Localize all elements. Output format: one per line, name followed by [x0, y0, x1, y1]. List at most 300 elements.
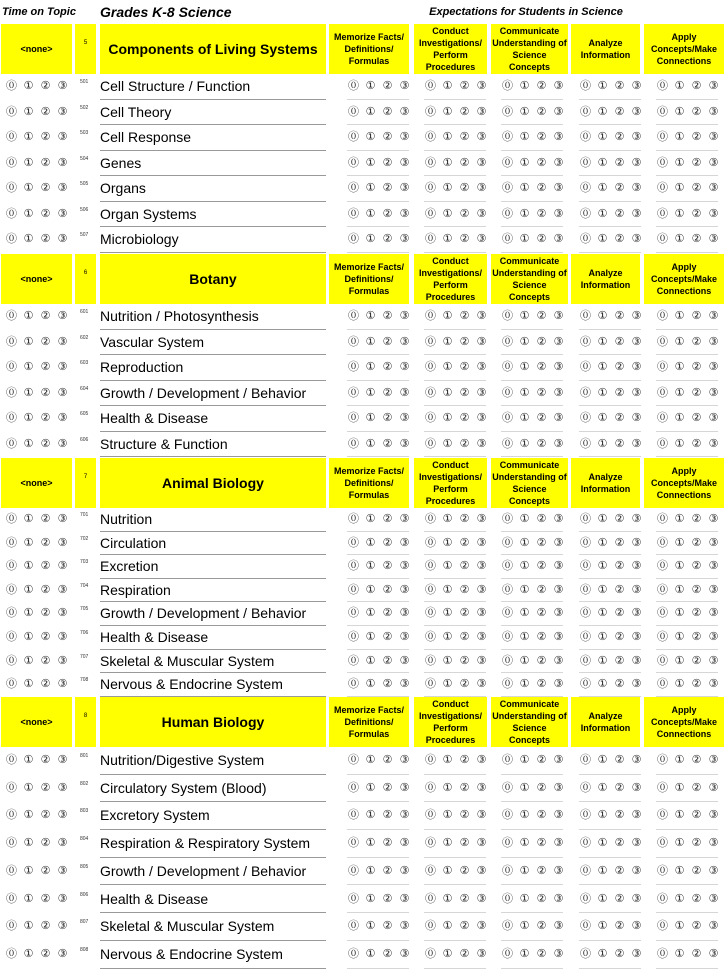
expectation-1-bubble-1[interactable]: ① — [365, 583, 376, 596]
expectation-4-bubble-2[interactable]: ② — [614, 781, 625, 794]
time-on-topic-bubble-1[interactable]: ① — [23, 105, 34, 118]
expectation-4-bubble-3[interactable]: ③ — [631, 781, 642, 794]
expectation-1-bubble-1[interactable]: ① — [365, 80, 376, 92]
expectation-2-bubble-0[interactable]: ⓪ — [425, 182, 436, 194]
expectation-5-bubble-2[interactable]: ② — [691, 607, 702, 620]
expectation-2-bubble-1[interactable]: ① — [442, 809, 453, 822]
expectation-4-bubble-1[interactable]: ① — [597, 437, 608, 450]
expectation-4-bubble-0[interactable]: ⓪ — [580, 310, 591, 322]
expectation-4-bubble-2[interactable]: ② — [614, 105, 625, 118]
expectation-5-bubble-1[interactable]: ① — [674, 335, 685, 348]
time-on-topic-bubble-3[interactable]: ③ — [57, 412, 68, 424]
expectation-1-bubble-3[interactable]: ③ — [399, 754, 410, 766]
time-on-topic-bubble-0[interactable]: ⓪ — [6, 131, 17, 143]
expectation-1-bubble-3[interactable]: ③ — [399, 654, 410, 667]
expectation-1-bubble-3[interactable]: ③ — [399, 947, 410, 960]
expectation-2-bubble-3[interactable]: ③ — [476, 412, 487, 424]
expectation-5-bubble-3[interactable]: ③ — [708, 560, 719, 573]
expectation-4-bubble-2[interactable]: ② — [614, 437, 625, 450]
expectation-2-bubble-2[interactable]: ② — [459, 837, 470, 850]
expectation-1-bubble-1[interactable]: ① — [365, 892, 376, 905]
time-on-topic-bubble-2[interactable]: ② — [40, 233, 51, 245]
expectation-2-bubble-0[interactable]: ⓪ — [425, 310, 436, 322]
expectation-2-bubble-2[interactable]: ② — [459, 80, 470, 92]
expectation-5-bubble-3[interactable]: ③ — [708, 131, 719, 143]
time-on-topic-bubble-0[interactable]: ⓪ — [6, 233, 17, 245]
expectation-1-bubble-2[interactable]: ② — [382, 654, 393, 667]
time-on-topic-bubble-3[interactable]: ③ — [57, 678, 68, 691]
expectation-3-bubble-3[interactable]: ③ — [553, 947, 564, 960]
expectation-3-bubble-0[interactable]: ⓪ — [502, 412, 513, 424]
expectation-5-bubble-1[interactable]: ① — [674, 892, 685, 905]
expectation-4-bubble-0[interactable]: ⓪ — [580, 607, 591, 620]
expectation-2-bubble-0[interactable]: ⓪ — [425, 156, 436, 169]
expectation-2-bubble-3[interactable]: ③ — [476, 920, 487, 933]
expectation-2-bubble-2[interactable]: ② — [459, 560, 470, 573]
expectation-5-bubble-0[interactable]: ⓪ — [657, 631, 668, 643]
expectation-1-bubble-2[interactable]: ② — [382, 781, 393, 794]
expectation-5-bubble-2[interactable]: ② — [691, 678, 702, 691]
expectation-2-bubble-1[interactable]: ① — [442, 105, 453, 118]
expectation-5-bubble-0[interactable]: ⓪ — [657, 233, 668, 245]
expectation-5-bubble-2[interactable]: ② — [691, 837, 702, 850]
expectation-1-bubble-0[interactable]: ⓪ — [348, 310, 359, 322]
expectation-5-bubble-2[interactable]: ② — [691, 335, 702, 348]
expectation-4-bubble-1[interactable]: ① — [597, 412, 608, 424]
expectation-3-bubble-3[interactable]: ③ — [553, 437, 564, 450]
expectation-1-bubble-0[interactable]: ⓪ — [348, 631, 359, 643]
time-on-topic-bubble-2[interactable]: ② — [40, 386, 51, 399]
expectation-5-bubble-1[interactable]: ① — [674, 437, 685, 450]
expectation-2-bubble-3[interactable]: ③ — [476, 361, 487, 373]
expectation-2-bubble-1[interactable]: ① — [442, 513, 453, 525]
expectation-3-bubble-0[interactable]: ⓪ — [502, 437, 513, 450]
time-on-topic-bubble-1[interactable]: ① — [23, 754, 34, 766]
time-on-topic-bubble-3[interactable]: ③ — [57, 837, 68, 850]
expectation-3-bubble-3[interactable]: ③ — [553, 131, 564, 143]
expectation-1-bubble-0[interactable]: ⓪ — [348, 361, 359, 373]
expectation-5-bubble-2[interactable]: ② — [691, 105, 702, 118]
expectation-2-bubble-1[interactable]: ① — [442, 80, 453, 92]
expectation-4-bubble-2[interactable]: ② — [614, 131, 625, 143]
time-on-topic-bubble-1[interactable]: ① — [23, 310, 34, 322]
expectation-2-bubble-3[interactable]: ③ — [476, 233, 487, 245]
expectation-1-bubble-1[interactable]: ① — [365, 131, 376, 143]
expectation-4-bubble-2[interactable]: ② — [614, 560, 625, 573]
expectation-5-bubble-0[interactable]: ⓪ — [657, 207, 668, 220]
expectation-5-bubble-3[interactable]: ③ — [708, 233, 719, 245]
expectation-3-bubble-1[interactable]: ① — [519, 156, 530, 169]
time-on-topic-bubble-3[interactable]: ③ — [57, 864, 68, 877]
expectation-4-bubble-2[interactable]: ② — [614, 536, 625, 549]
expectation-3-bubble-3[interactable]: ③ — [553, 412, 564, 424]
expectation-1-bubble-0[interactable]: ⓪ — [348, 781, 359, 794]
expectation-2-bubble-3[interactable]: ③ — [476, 864, 487, 877]
expectation-4-bubble-0[interactable]: ⓪ — [580, 437, 591, 450]
expectation-1-bubble-3[interactable]: ③ — [399, 864, 410, 877]
expectation-2-bubble-0[interactable]: ⓪ — [425, 437, 436, 450]
time-on-topic-bubble-3[interactable]: ③ — [57, 947, 68, 960]
time-on-topic-bubble-1[interactable]: ① — [23, 781, 34, 794]
expectation-5-bubble-2[interactable]: ② — [691, 207, 702, 220]
none-option-cell[interactable]: <none> — [1, 697, 72, 747]
time-on-topic-bubble-3[interactable]: ③ — [57, 80, 68, 92]
expectation-4-bubble-1[interactable]: ① — [597, 386, 608, 399]
expectation-2-bubble-0[interactable]: ⓪ — [425, 80, 436, 92]
expectation-3-bubble-1[interactable]: ① — [519, 560, 530, 573]
time-on-topic-bubble-3[interactable]: ③ — [57, 583, 68, 596]
expectation-4-bubble-1[interactable]: ① — [597, 560, 608, 573]
expectation-4-bubble-3[interactable]: ③ — [631, 361, 642, 373]
expectation-4-bubble-3[interactable]: ③ — [631, 754, 642, 766]
expectation-1-bubble-0[interactable]: ⓪ — [348, 513, 359, 525]
time-on-topic-bubble-1[interactable]: ① — [23, 947, 34, 960]
expectation-2-bubble-1[interactable]: ① — [442, 607, 453, 620]
expectation-1-bubble-1[interactable]: ① — [365, 754, 376, 766]
expectation-3-bubble-2[interactable]: ② — [536, 781, 547, 794]
expectation-2-bubble-1[interactable]: ① — [442, 631, 453, 643]
expectation-2-bubble-1[interactable]: ① — [442, 156, 453, 169]
expectation-1-bubble-2[interactable]: ② — [382, 947, 393, 960]
expectation-2-bubble-3[interactable]: ③ — [476, 310, 487, 322]
expectation-1-bubble-3[interactable]: ③ — [399, 412, 410, 424]
expectation-5-bubble-1[interactable]: ① — [674, 513, 685, 525]
time-on-topic-bubble-2[interactable]: ② — [40, 920, 51, 933]
expectation-4-bubble-2[interactable]: ② — [614, 678, 625, 691]
expectation-3-bubble-1[interactable]: ① — [519, 607, 530, 620]
expectation-5-bubble-3[interactable]: ③ — [708, 864, 719, 877]
expectation-1-bubble-0[interactable]: ⓪ — [348, 156, 359, 169]
expectation-3-bubble-1[interactable]: ① — [519, 361, 530, 373]
time-on-topic-bubble-3[interactable]: ③ — [57, 182, 68, 194]
time-on-topic-bubble-2[interactable]: ② — [40, 754, 51, 766]
expectation-5-bubble-2[interactable]: ② — [691, 809, 702, 822]
expectation-3-bubble-2[interactable]: ② — [536, 654, 547, 667]
expectation-1-bubble-1[interactable]: ① — [365, 947, 376, 960]
time-on-topic-bubble-2[interactable]: ② — [40, 335, 51, 348]
expectation-5-bubble-0[interactable]: ⓪ — [657, 513, 668, 525]
expectation-4-bubble-2[interactable]: ② — [614, 864, 625, 877]
time-on-topic-bubble-1[interactable]: ① — [23, 654, 34, 667]
expectation-3-bubble-3[interactable]: ③ — [553, 156, 564, 169]
expectation-4-bubble-2[interactable]: ② — [614, 412, 625, 424]
expectation-1-bubble-1[interactable]: ① — [365, 310, 376, 322]
time-on-topic-bubble-1[interactable]: ① — [23, 361, 34, 373]
expectation-4-bubble-3[interactable]: ③ — [631, 412, 642, 424]
expectation-4-bubble-0[interactable]: ⓪ — [580, 654, 591, 667]
expectation-4-bubble-2[interactable]: ② — [614, 156, 625, 169]
expectation-3-bubble-1[interactable]: ① — [519, 412, 530, 424]
time-on-topic-bubble-3[interactable]: ③ — [57, 386, 68, 399]
time-on-topic-bubble-2[interactable]: ② — [40, 560, 51, 573]
expectation-1-bubble-0[interactable]: ⓪ — [348, 536, 359, 549]
time-on-topic-bubble-1[interactable]: ① — [23, 631, 34, 643]
time-on-topic-bubble-3[interactable]: ③ — [57, 156, 68, 169]
expectation-3-bubble-1[interactable]: ① — [519, 947, 530, 960]
expectation-3-bubble-0[interactable]: ⓪ — [502, 920, 513, 933]
expectation-4-bubble-1[interactable]: ① — [597, 105, 608, 118]
expectation-5-bubble-0[interactable]: ⓪ — [657, 361, 668, 373]
expectation-5-bubble-1[interactable]: ① — [674, 864, 685, 877]
expectation-1-bubble-2[interactable]: ② — [382, 310, 393, 322]
expectation-1-bubble-1[interactable]: ① — [365, 607, 376, 620]
expectation-1-bubble-0[interactable]: ⓪ — [348, 437, 359, 450]
expectation-4-bubble-1[interactable]: ① — [597, 583, 608, 596]
expectation-2-bubble-2[interactable]: ② — [459, 607, 470, 620]
expectation-3-bubble-3[interactable]: ③ — [553, 335, 564, 348]
expectation-5-bubble-3[interactable]: ③ — [708, 892, 719, 905]
expectation-2-bubble-0[interactable]: ⓪ — [425, 131, 436, 143]
expectation-4-bubble-0[interactable]: ⓪ — [580, 678, 591, 691]
expectation-4-bubble-3[interactable]: ③ — [631, 513, 642, 525]
expectation-4-bubble-1[interactable]: ① — [597, 947, 608, 960]
expectation-3-bubble-3[interactable]: ③ — [553, 781, 564, 794]
expectation-3-bubble-1[interactable]: ① — [519, 437, 530, 450]
expectation-4-bubble-0[interactable]: ⓪ — [580, 335, 591, 348]
none-option-cell[interactable]: <none> — [1, 24, 72, 74]
expectation-3-bubble-3[interactable]: ③ — [553, 513, 564, 525]
time-on-topic-bubble-0[interactable]: ⓪ — [6, 678, 17, 691]
expectation-3-bubble-2[interactable]: ② — [536, 678, 547, 691]
time-on-topic-bubble-2[interactable]: ② — [40, 583, 51, 596]
expectation-5-bubble-3[interactable]: ③ — [708, 105, 719, 118]
expectation-3-bubble-3[interactable]: ③ — [553, 536, 564, 549]
expectation-4-bubble-2[interactable]: ② — [614, 920, 625, 933]
expectation-1-bubble-0[interactable]: ⓪ — [348, 583, 359, 596]
expectation-2-bubble-2[interactable]: ② — [459, 412, 470, 424]
time-on-topic-bubble-2[interactable]: ② — [40, 654, 51, 667]
time-on-topic-bubble-3[interactable]: ③ — [57, 310, 68, 322]
expectation-3-bubble-0[interactable]: ⓪ — [502, 156, 513, 169]
expectation-4-bubble-2[interactable]: ② — [614, 631, 625, 643]
time-on-topic-bubble-0[interactable]: ⓪ — [6, 920, 17, 933]
expectation-1-bubble-3[interactable]: ③ — [399, 361, 410, 373]
expectation-5-bubble-0[interactable]: ⓪ — [657, 310, 668, 322]
expectation-4-bubble-3[interactable]: ③ — [631, 156, 642, 169]
expectation-4-bubble-3[interactable]: ③ — [631, 105, 642, 118]
expectation-2-bubble-0[interactable]: ⓪ — [425, 536, 436, 549]
time-on-topic-bubble-1[interactable]: ① — [23, 920, 34, 933]
expectation-5-bubble-0[interactable]: ⓪ — [657, 678, 668, 691]
time-on-topic-bubble-1[interactable]: ① — [23, 233, 34, 245]
expectation-3-bubble-0[interactable]: ⓪ — [502, 207, 513, 220]
expectation-5-bubble-2[interactable]: ② — [691, 182, 702, 194]
expectation-2-bubble-3[interactable]: ③ — [476, 781, 487, 794]
time-on-topic-bubble-0[interactable]: ⓪ — [6, 412, 17, 424]
expectation-5-bubble-3[interactable]: ③ — [708, 513, 719, 525]
expectation-2-bubble-1[interactable]: ① — [442, 437, 453, 450]
expectation-5-bubble-1[interactable]: ① — [674, 233, 685, 245]
expectation-3-bubble-3[interactable]: ③ — [553, 754, 564, 766]
expectation-3-bubble-3[interactable]: ③ — [553, 864, 564, 877]
expectation-2-bubble-2[interactable]: ② — [459, 536, 470, 549]
expectation-2-bubble-2[interactable]: ② — [459, 754, 470, 766]
time-on-topic-bubble-0[interactable]: ⓪ — [6, 386, 17, 399]
expectation-2-bubble-1[interactable]: ① — [442, 781, 453, 794]
expectation-3-bubble-1[interactable]: ① — [519, 335, 530, 348]
expectation-5-bubble-1[interactable]: ① — [674, 583, 685, 596]
expectation-5-bubble-3[interactable]: ③ — [708, 207, 719, 220]
expectation-3-bubble-3[interactable]: ③ — [553, 583, 564, 596]
expectation-3-bubble-0[interactable]: ⓪ — [502, 80, 513, 92]
expectation-4-bubble-3[interactable]: ③ — [631, 207, 642, 220]
expectation-3-bubble-3[interactable]: ③ — [553, 80, 564, 92]
expectation-3-bubble-3[interactable]: ③ — [553, 837, 564, 850]
expectation-5-bubble-0[interactable]: ⓪ — [657, 560, 668, 573]
expectation-4-bubble-0[interactable]: ⓪ — [580, 233, 591, 245]
expectation-3-bubble-2[interactable]: ② — [536, 131, 547, 143]
expectation-2-bubble-2[interactable]: ② — [459, 310, 470, 322]
expectation-2-bubble-3[interactable]: ③ — [476, 182, 487, 194]
time-on-topic-bubble-1[interactable]: ① — [23, 207, 34, 220]
time-on-topic-bubble-3[interactable]: ③ — [57, 754, 68, 766]
expectation-2-bubble-0[interactable]: ⓪ — [425, 631, 436, 643]
expectation-5-bubble-3[interactable]: ③ — [708, 754, 719, 766]
expectation-4-bubble-2[interactable]: ② — [614, 80, 625, 92]
expectation-1-bubble-1[interactable]: ① — [365, 361, 376, 373]
expectation-5-bubble-2[interactable]: ② — [691, 631, 702, 643]
time-on-topic-bubble-2[interactable]: ② — [40, 809, 51, 822]
expectation-3-bubble-1[interactable]: ① — [519, 105, 530, 118]
time-on-topic-bubble-2[interactable]: ② — [40, 947, 51, 960]
expectation-3-bubble-1[interactable]: ① — [519, 892, 530, 905]
expectation-1-bubble-0[interactable]: ⓪ — [348, 892, 359, 905]
expectation-5-bubble-0[interactable]: ⓪ — [657, 892, 668, 905]
expectation-2-bubble-0[interactable]: ⓪ — [425, 654, 436, 667]
time-on-topic-bubble-0[interactable]: ⓪ — [6, 560, 17, 573]
expectation-4-bubble-0[interactable]: ⓪ — [580, 781, 591, 794]
time-on-topic-bubble-2[interactable]: ② — [40, 864, 51, 877]
expectation-4-bubble-1[interactable]: ① — [597, 809, 608, 822]
expectation-2-bubble-0[interactable]: ⓪ — [425, 207, 436, 220]
expectation-2-bubble-3[interactable]: ③ — [476, 809, 487, 822]
expectation-5-bubble-1[interactable]: ① — [674, 80, 685, 92]
expectation-1-bubble-3[interactable]: ③ — [399, 513, 410, 525]
time-on-topic-bubble-1[interactable]: ① — [23, 837, 34, 850]
expectation-5-bubble-3[interactable]: ③ — [708, 678, 719, 691]
expectation-2-bubble-1[interactable]: ① — [442, 310, 453, 322]
none-option-cell[interactable]: <none> — [1, 458, 72, 508]
expectation-3-bubble-0[interactable]: ⓪ — [502, 513, 513, 525]
expectation-2-bubble-3[interactable]: ③ — [476, 754, 487, 766]
expectation-5-bubble-3[interactable]: ③ — [708, 654, 719, 667]
expectation-5-bubble-0[interactable]: ⓪ — [657, 412, 668, 424]
expectation-1-bubble-0[interactable]: ⓪ — [348, 837, 359, 850]
expectation-4-bubble-2[interactable]: ② — [614, 513, 625, 525]
expectation-2-bubble-3[interactable]: ③ — [476, 437, 487, 450]
expectation-5-bubble-2[interactable]: ② — [691, 947, 702, 960]
expectation-4-bubble-1[interactable]: ① — [597, 837, 608, 850]
expectation-4-bubble-2[interactable]: ② — [614, 607, 625, 620]
expectation-1-bubble-3[interactable]: ③ — [399, 80, 410, 92]
expectation-3-bubble-3[interactable]: ③ — [553, 809, 564, 822]
expectation-4-bubble-1[interactable]: ① — [597, 607, 608, 620]
expectation-3-bubble-3[interactable]: ③ — [553, 182, 564, 194]
time-on-topic-bubble-1[interactable]: ① — [23, 809, 34, 822]
time-on-topic-bubble-3[interactable]: ③ — [57, 233, 68, 245]
expectation-5-bubble-3[interactable]: ③ — [708, 631, 719, 643]
expectation-5-bubble-1[interactable]: ① — [674, 947, 685, 960]
expectation-3-bubble-2[interactable]: ② — [536, 361, 547, 373]
expectation-2-bubble-0[interactable]: ⓪ — [425, 809, 436, 822]
time-on-topic-bubble-3[interactable]: ③ — [57, 207, 68, 220]
expectation-2-bubble-1[interactable]: ① — [442, 754, 453, 766]
expectation-1-bubble-2[interactable]: ② — [382, 678, 393, 691]
expectation-5-bubble-3[interactable]: ③ — [708, 386, 719, 399]
expectation-3-bubble-0[interactable]: ⓪ — [502, 678, 513, 691]
expectation-4-bubble-0[interactable]: ⓪ — [580, 105, 591, 118]
expectation-3-bubble-1[interactable]: ① — [519, 536, 530, 549]
time-on-topic-bubble-0[interactable]: ⓪ — [6, 837, 17, 850]
expectation-4-bubble-1[interactable]: ① — [597, 513, 608, 525]
expectation-5-bubble-3[interactable]: ③ — [708, 310, 719, 322]
expectation-4-bubble-1[interactable]: ① — [597, 864, 608, 877]
expectation-1-bubble-0[interactable]: ⓪ — [348, 947, 359, 960]
expectation-2-bubble-2[interactable]: ② — [459, 631, 470, 643]
expectation-5-bubble-1[interactable]: ① — [674, 536, 685, 549]
expectation-2-bubble-2[interactable]: ② — [459, 809, 470, 822]
expectation-5-bubble-2[interactable]: ② — [691, 536, 702, 549]
expectation-1-bubble-2[interactable]: ② — [382, 207, 393, 220]
time-on-topic-bubble-2[interactable]: ② — [40, 536, 51, 549]
expectation-4-bubble-1[interactable]: ① — [597, 781, 608, 794]
expectation-5-bubble-0[interactable]: ⓪ — [657, 536, 668, 549]
expectation-4-bubble-1[interactable]: ① — [597, 156, 608, 169]
expectation-2-bubble-3[interactable]: ③ — [476, 607, 487, 620]
expectation-3-bubble-1[interactable]: ① — [519, 754, 530, 766]
expectation-2-bubble-3[interactable]: ③ — [476, 631, 487, 643]
expectation-3-bubble-1[interactable]: ① — [519, 513, 530, 525]
expectation-5-bubble-2[interactable]: ② — [691, 560, 702, 573]
expectation-3-bubble-0[interactable]: ⓪ — [502, 607, 513, 620]
expectation-1-bubble-2[interactable]: ② — [382, 361, 393, 373]
expectation-5-bubble-1[interactable]: ① — [674, 837, 685, 850]
time-on-topic-bubble-0[interactable]: ⓪ — [6, 781, 17, 794]
expectation-5-bubble-0[interactable]: ⓪ — [657, 182, 668, 194]
expectation-1-bubble-3[interactable]: ③ — [399, 781, 410, 794]
time-on-topic-bubble-1[interactable]: ① — [23, 678, 34, 691]
expectation-4-bubble-3[interactable]: ③ — [631, 437, 642, 450]
expectation-2-bubble-2[interactable]: ② — [459, 361, 470, 373]
time-on-topic-bubble-1[interactable]: ① — [23, 583, 34, 596]
time-on-topic-bubble-1[interactable]: ① — [23, 892, 34, 905]
expectation-5-bubble-2[interactable]: ② — [691, 754, 702, 766]
expectation-3-bubble-1[interactable]: ① — [519, 678, 530, 691]
expectation-3-bubble-1[interactable]: ① — [519, 80, 530, 92]
expectation-2-bubble-1[interactable]: ① — [442, 207, 453, 220]
expectation-5-bubble-2[interactable]: ② — [691, 437, 702, 450]
expectation-2-bubble-3[interactable]: ③ — [476, 80, 487, 92]
time-on-topic-bubble-3[interactable]: ③ — [57, 920, 68, 933]
expectation-3-bubble-2[interactable]: ② — [536, 310, 547, 322]
expectation-1-bubble-1[interactable]: ① — [365, 233, 376, 245]
expectation-3-bubble-2[interactable]: ② — [536, 864, 547, 877]
expectation-1-bubble-2[interactable]: ② — [382, 80, 393, 92]
expectation-4-bubble-0[interactable]: ⓪ — [580, 892, 591, 905]
time-on-topic-bubble-0[interactable]: ⓪ — [6, 864, 17, 877]
time-on-topic-bubble-2[interactable]: ② — [40, 607, 51, 620]
expectation-3-bubble-1[interactable]: ① — [519, 864, 530, 877]
expectation-4-bubble-0[interactable]: ⓪ — [580, 386, 591, 399]
time-on-topic-bubble-2[interactable]: ② — [40, 361, 51, 373]
expectation-1-bubble-2[interactable]: ② — [382, 809, 393, 822]
expectation-3-bubble-3[interactable]: ③ — [553, 678, 564, 691]
expectation-4-bubble-3[interactable]: ③ — [631, 892, 642, 905]
expectation-1-bubble-2[interactable]: ② — [382, 920, 393, 933]
expectation-5-bubble-0[interactable]: ⓪ — [657, 837, 668, 850]
expectation-5-bubble-2[interactable]: ② — [691, 131, 702, 143]
time-on-topic-bubble-3[interactable]: ③ — [57, 437, 68, 450]
